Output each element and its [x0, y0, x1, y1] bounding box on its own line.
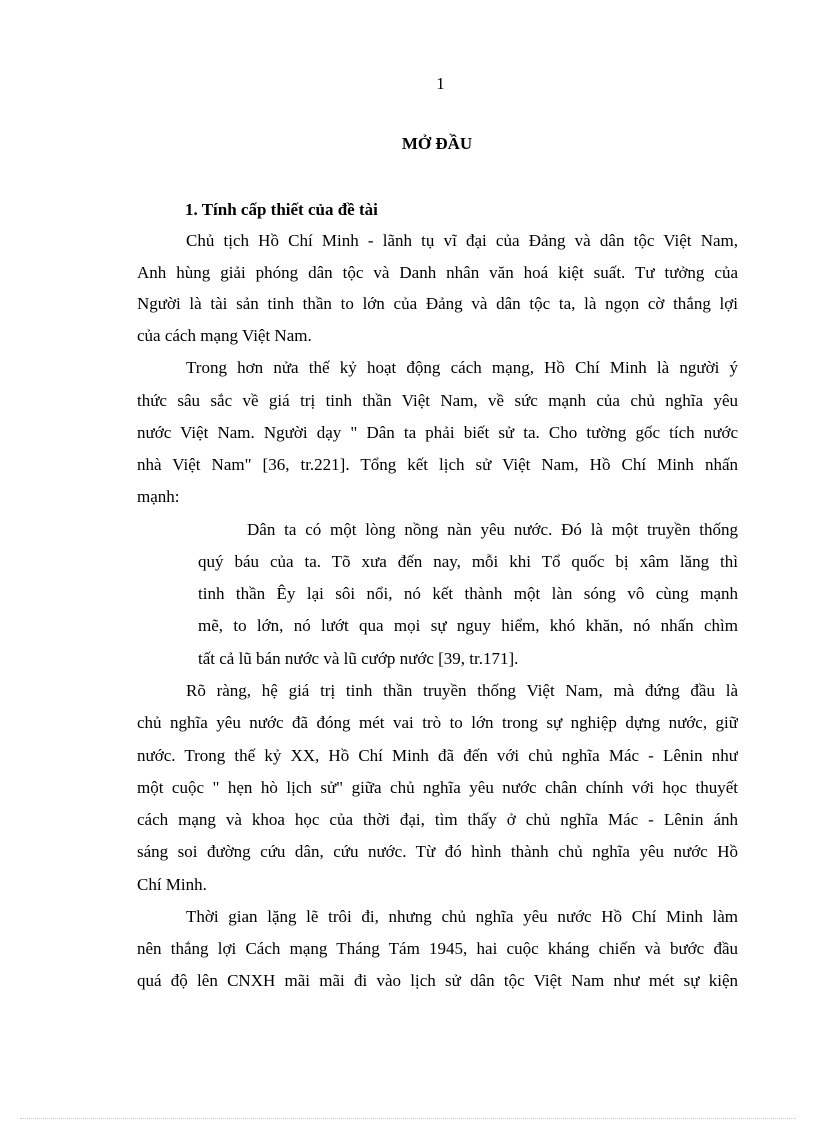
- section-title: 1. Tính cấp thiết của đề tài: [185, 200, 378, 219]
- quote-line: Dân ta có một lòng nồng nàn yêu nước. Đó là một truyền thống: [247, 520, 738, 539]
- paragraph-line: Anh hùng giải phóng dân tộc và Danh nhân văn hoá kiệt suất. Tư tưởng của: [137, 263, 738, 282]
- paragraph-line: cách mạng và khoa học của thời đại, tìm thấy ở chủ nghĩa Mác - Lênin ánh: [137, 810, 738, 829]
- paragraph-line: của cách mạng Việt Nam.: [137, 326, 312, 345]
- paragraph-line: nên thắng lợi Cách mạng Tháng Tám 1945, hai cuộc kháng chiến và bước đầu: [137, 939, 738, 958]
- quote-line: mẽ, to lớn, nó lướt qua mọi sự nguy hiểm, khó khăn, nó nhấn chìm: [198, 616, 738, 635]
- quote-line: tinh thần Êy lại sôi nổi, nó kết thành một làn sóng vô cùng mạnh: [198, 584, 738, 603]
- footer-rule: [20, 1118, 796, 1119]
- page-number: 1: [436, 74, 445, 93]
- paragraph-line: Rõ ràng, hệ giá trị tinh thần truyền thống Việt Nam, mà đứng đầu là: [186, 681, 738, 700]
- paragraph-line: thức sâu sắc về giá trị tinh thần Việt Nam, về sức mạnh của chủ nghĩa yêu: [137, 391, 738, 410]
- paragraph-line: Chí Minh.: [137, 875, 207, 894]
- paragraph-line: Người là tài sản tinh thần to lớn của Đảng và dân tộc ta, là ngọn cờ thắng lợi: [137, 294, 738, 313]
- paragraph-line: Thời gian lặng lẽ trôi đi, nhưng chủ nghĩa yêu nước Hồ Chí Minh làm: [186, 907, 738, 926]
- paragraph-line: sáng soi đường cứu dân, cứu nước. Từ đó hình thành chủ nghĩa yêu nước Hồ: [137, 842, 738, 861]
- paragraph-line: nước. Trong thế kỷ XX, Hồ Chí Minh đã đến với chủ nghĩa Mác - Lênin như: [137, 746, 738, 765]
- paragraph-line: mạnh:: [137, 487, 180, 506]
- paragraph-line: nhà Việt Nam" [36, tr.221]. Tổng kết lịch sử Việt Nam, Hồ Chí Minh nhấn: [137, 455, 738, 474]
- paragraph-line: Trong hơn nửa thế kỷ hoạt động cách mạng, Hồ Chí Minh là người ý: [186, 358, 738, 377]
- paragraph-line: Chủ tịch Hồ Chí Minh - lãnh tụ vĩ đại của Đảng và dân tộc Việt Nam,: [186, 231, 738, 250]
- quote-line: tất cả lũ bán nước và lũ cướp nước [39, tr.171].: [198, 649, 519, 668]
- quote-line: quý báu của ta. Tõ xưa đến nay, mỗi khi Tổ quốc bị xâm lăng thì: [198, 552, 738, 571]
- paragraph-line: chủ nghĩa yêu nước đã đóng mét vai trò to lớn trong sự nghiệp dựng nước, giữ: [137, 713, 738, 732]
- document-heading: MỞ ĐẦU: [401, 134, 473, 153]
- paragraph-line: quá độ lên CNXH mãi mãi đi vào lịch sử dân tộc Việt Nam như mét sự kiện: [137, 971, 738, 990]
- paragraph-line: nước Việt Nam. Người dạy " Dân ta phải biết sử ta. Cho tường gốc tích nước: [137, 423, 738, 442]
- paragraph-line: một cuộc " hẹn hò lịch sử" giữa chủ nghĩa yêu nước chân chính với học thuyết: [137, 778, 738, 797]
